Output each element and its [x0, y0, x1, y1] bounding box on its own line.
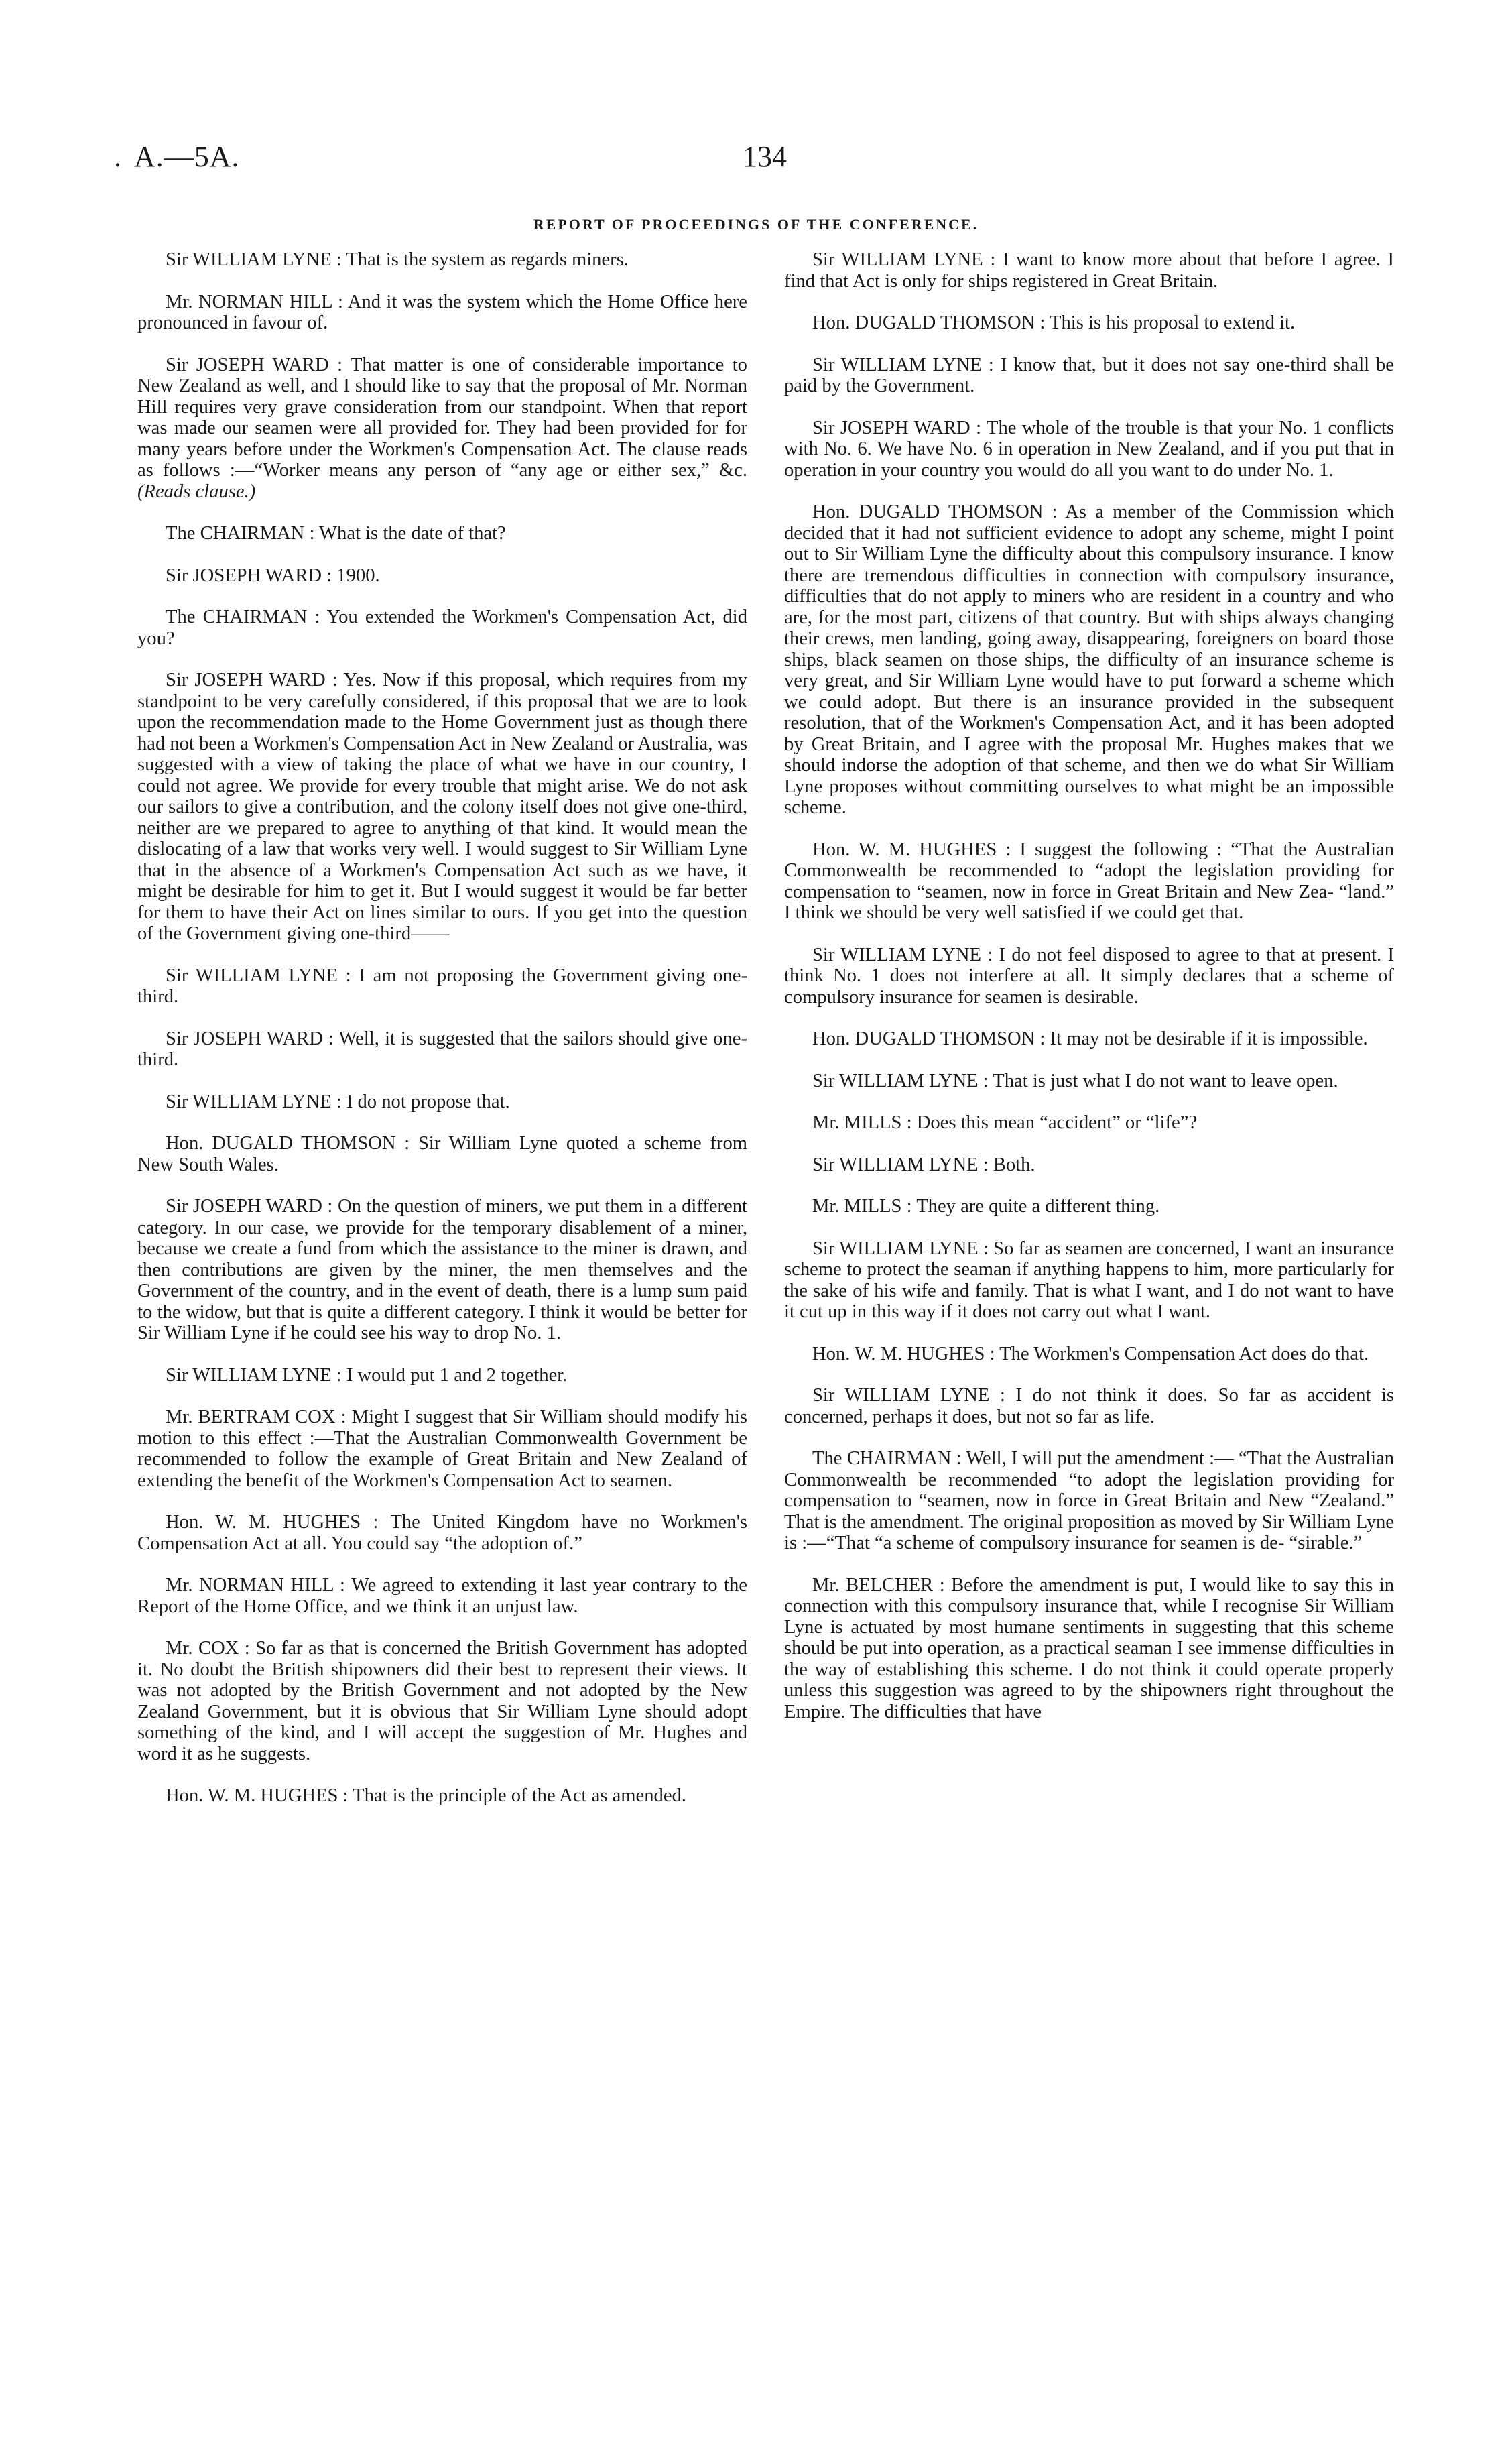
speech-text: Both. [993, 1154, 1035, 1175]
speech-paragraph: Sir WILLIAM LYNE : I want to know more about that before I agree. I find that Act is only for ships registered in Great Britain. [784, 249, 1394, 292]
speech-paragraph: Mr. NORMAN HILL : And it was the system which the Home Office here pronounced in favour of. [137, 291, 747, 333]
speaker-name: The CHAIRMAN [812, 1448, 952, 1469]
speaker-name: Sir JOSEPH WARD [812, 417, 970, 438]
speech-paragraph: Sir WILLIAM LYNE : I do not propose that. [166, 1091, 510, 1112]
speaker-name: Hon. DUGALD THOMSON [812, 1028, 1035, 1049]
running-head: REPORT OF PROCEEDINGS OF THE CONFERENCE. [533, 216, 979, 233]
left-column [137, 249, 747, 1828]
speech-text: We agreed to extending it last year contrary to the Report of the Home Office, and we think it an unjust law. [137, 1575, 747, 1617]
speech-text: So far as that is concerned the British Government has adopted it. No doubt the British shipowners did their best to represent their views. It was not adopted by the British Government and not adopted by the New Zealand Government, but it is obvious that Sir William Lyne should adopt something of the kind, and I will accept the suggestion of Mr. Hughes and word it as he suggests. [137, 1638, 747, 1765]
speech-text: They are quite a different thing. [916, 1196, 1160, 1217]
stage-note: (Reads clause.) [137, 481, 256, 502]
speech-paragraph: Hon. DUGALD THOMSON : It may not be desirable if it is impossible. [812, 1028, 1368, 1049]
speaker-name: Sir WILLIAM LYNE [166, 1091, 332, 1112]
speech-paragraph: Hon. DUGALD THOMSON : Sir William Lyne quoted a scheme from New South Wales. [137, 1133, 747, 1175]
speech-paragraph: Sir WILLIAM LYNE : Both. [812, 1154, 1035, 1175]
speech-text: As a member of the Commission which decided that it had not sufficient evidence to adopt any scheme, might I point out to Sir William Lyne the difficulty about this compulsory insurance. I know there are tremendous difficulties in connection with compulsory insurance, difficulties that do not apply to miners who are resident in a country and who are, for the most part, citizens of that country. But with ships always changing their crews, men landing, going away, disappearing, foreigners on board those ships, black seamen on those ships, the difficulty of an insurance scheme is very great, and Sir William Lyne would have to put forward a scheme which we could adopt. But there is an insurance provided in the subsequent resolution, that of the Workmen's Compensation Act, and it has been adopted by Great Britain, and I agree with the proposal Mr. Hughes makes that we should indorse the adoption of that scheme, and then we do what Sir William Lyne proposes without committing ourselves to what might be an impossible scheme. [784, 501, 1394, 818]
speaker-name: Sir JOSEPH WARD [166, 670, 326, 691]
speech-text: This is his proposal to extend it. [1050, 312, 1296, 333]
speech-text: 1900. [336, 564, 380, 586]
speaker-name: Sir WILLIAM LYNE [166, 249, 332, 270]
speaker-name: Sir JOSEPH WARD [166, 564, 322, 586]
speech-paragraph: Mr. BELCHER : Before the amendment is put, I would like to say this in connection with this compulsory insurance that, while I recognise Sir William Lyne is actuated by most humane sentiments in suggesting that this scheme should be put into operation, as a practical seaman I see immense difficulties in the way of establishing this scheme. I do not think it could operate properly unless this suggestion was agreed to by the shipowners right throughout the Empire. The difficulties that have [784, 1574, 1394, 1722]
speaker-name: Sir WILLIAM LYNE [812, 1154, 979, 1175]
speech-paragraph: Mr. MILLS : Does this mean “accident” or “life”? [812, 1112, 1198, 1133]
speech-text: I suggest the following : “That the Australian Commonwealth be recommended to “adopt the legislation providing for compensation to “seamen, now in force in Great Britain and New Zea- “land.” I think we should be very well satisfied if we could get that. [784, 839, 1395, 923]
speaker-name: The CHAIRMAN [166, 523, 305, 544]
document-id: . A.—5A. [114, 140, 240, 173]
speaker-name: Hon. W. M. HUGHES [166, 1785, 338, 1806]
speaker-name: Hon. DUGALD THOMSON [166, 1133, 396, 1154]
speech-paragraph: Mr. COX : So far as that is concerned the British Government has adopted it. No doubt the British shipowners did their best to represent their views. It was not adopted by the British Government and not adopted by the New Zealand Government, but it is obvious that Sir William Lyne should adopt something of the kind, and I will accept the suggestion of Mr. Hughes and word it as he suggests. [137, 1638, 747, 1765]
speech-paragraph: Sir JOSEPH WARD : That matter is one of considerable importance to New Zealand as well, and I should like to say that the proposal of Mr. Norman Hill requires very grave consideration from our standpoint. When that report was made our seamen were all provided for. They had been provided for for many years before under the Workmen's Compensation Act. The clause reads as follows :—“Worker means any person of “any age or either sex,” &c. (Reads clause.) [137, 354, 747, 502]
speaker-name: Mr. MILLS [812, 1112, 902, 1133]
speech-paragraph: Hon. W. M. HUGHES : The Workmen's Compensation Act does do that. [812, 1343, 1369, 1364]
speech-paragraph: Hon. W. M. HUGHES : That is the principle of the Act as amended. [166, 1785, 686, 1806]
speech-paragraph: The CHAIRMAN : What is the date of that? [166, 523, 506, 544]
speech-text: I want to know more about that before I agree. I find that Act is only for ships registered in Great Britain. [784, 249, 1394, 292]
speech-text: That is the system as regards miners. [346, 249, 629, 270]
speech-paragraph: Sir JOSEPH WARD : Yes. Now if this proposal, which requires from my standpoint to be very carefully considered, if this proposal that we are to look upon the recommendation made to the Home Government just as though there had not been a Workmen's Compensation Act in New Zealand or Australia, was suggested with a view of taking the place of what we have in our country, I could not agree. We provide for every trouble that might arise. We do not ask our sailors to give a contribution, and the colony itself does not give one-third, neither are we prepared to agree to anything of that kind. It would mean the dislocating of a law that works very well. I would suggest to Sir William Lyne that in the absence of a Workmen's Compensation Act such as we have, it might be desirable for him to get it. But I would suggest it would be far better for them to have their Act on lines similar to ours. If you get into the question of the Government giving one-third—— [137, 670, 748, 944]
speaker-name: Sir JOSEPH WARD [166, 1196, 322, 1217]
speech-text: So far as seamen are concerned, I want an insurance scheme to protect the seaman if anything happens to him, more particularly for the sake of his wife and family. That is what I want, and I do not want to have it cut up in this way if it does not carry out what I want. [784, 1238, 1394, 1322]
speaker-name: Mr. MILLS [812, 1196, 902, 1217]
speaker-name: Mr. NORMAN HILL [166, 291, 332, 312]
speech-text: The Workmen's Compensation Act does do that. [999, 1343, 1369, 1364]
speech-paragraph: Sir JOSEPH WARD : The whole of the trouble is that your No. 1 conflicts with No. 6. We have No. 6 in operation in New Zealand, and if you put that in operation in your country you would do all you want to do under No. 1. [784, 417, 1394, 481]
speech-text: Well, I will put the amendment :— “That the Australian Commonwealth be recommended “to adopt the legislation providing for compensation to “seamen, now in force in Great Britain and New “Zealand.” That is the amendment. The original proposition as moved by Sir William Lyne is :—“That “a scheme of compulsory insurance for seamen is de- “sirable.” [784, 1448, 1394, 1553]
speaker-name: Hon. W. M. HUGHES [166, 1512, 361, 1533]
speaker-name: Sir WILLIAM LYNE [166, 1364, 332, 1386]
speech-text: On the question of miners, we put them in a different category. In our case, we provide for the temporary disablement of a miner, because we create a fund from which the assistance to the miner is drawn, and then contributions are given by the miner, the men themselves and the Government of the country, and in the event of death, there is a lump sum paid to the widow, but that is quite a different category. I think it would be better for Sir William Lyne if he could see his way to drop No. 1. [137, 1196, 747, 1344]
speaker-name: Sir WILLIAM LYNE [812, 1238, 979, 1259]
speech-paragraph: Hon. DUGALD THOMSON : As a member of the Commission which decided that it had not sufficient evidence to adopt any scheme, might I point out to Sir William Lyne the difficulty about this compulsory insurance. I know there are tremendous difficulties in connection with compulsory insurance, difficulties that do not apply to miners who are resident in a country and who are, for the most part, citizens of that country. But with ships always changing their crews, men landing, going away, disappearing, foreigners on board those ships, black seamen on those ships, the difficulty of an insurance scheme is very great, and Sir William Lyne would have to put forward a scheme which we could adopt. But there is an insurance provided in the subsequent resolution, that of the Workmen's Compensation Act, and it has been adopted by Great Britain, and I agree with the proposal Mr. Hughes makes that we should indorse the adoption of that scheme, and then we do what Sir William Lyne proposes without committing ourselves to what might be an impossible scheme. [784, 501, 1394, 818]
speech-text: Sir William Lyne quoted a scheme from New South Wales. [137, 1133, 747, 1175]
speaker-name: Sir JOSEPH WARD [166, 354, 329, 375]
speech-text: Yes. Now if this proposal, which requires from my standpoint to be very carefully considered, if this proposal that we are to look upon the recommendation made to the Home Government just as though there had not been a Workmen's Compensation Act in New Zealand or Australia, was suggested with a view of taking the place of what we have in our country, I could not agree. We provide for every trouble that might arise. We do not ask our sailors to give a contribution, and the colony itself does not give one-third, neither are we prepared to agree to anything of that kind. It would mean the dislocating of a law that works very well. I would suggest to Sir William Lyne that in the absence of a Workmen's Compensation Act such as we have, it might be desirable for him to get it. But I would suggest it would be far better for them to have their Act on lines similar to ours. If you get into the question of the Government giving one-third—— [137, 670, 748, 944]
speech-text: I do not feel disposed to agree to that at present. I think No. 1 does not interfere at all. It simply declares that a scheme of compulsory insurance for seamen is desirable. [784, 944, 1394, 1008]
speech-text: I am not proposing the Government giving one-third. [137, 965, 747, 1007]
speech-paragraph: The CHAIRMAN : Well, I will put the amendment :— “That the Australian Commonwealth be recommended “to adopt the legislation providing for compensation to “seamen, now in force in Great Britain and New “Zealand.” That is the amendment. The original proposition as moved by Sir William Lyne is :—“That “a scheme of compulsory insurance for seamen is de- “sirable.” [784, 1448, 1394, 1553]
speaker-name: Hon. W. M. HUGHES [812, 839, 997, 860]
speech-paragraph: The CHAIRMAN : You extended the Workmen's Compensation Act, did you? [137, 607, 747, 649]
speech-text: Might I suggest that Sir William should modify his motion to this effect :—That the Australian Commonwealth Government be recommended to follow the example of Great Britain and New Zealand of extending the benefit of the Workmen's Compensation Act to seamen. [137, 1407, 747, 1491]
speech-paragraph: Sir WILLIAM LYNE : So far as seamen are concerned, I want an insurance scheme to protect the seaman if anything happens to him, more particularly for the sake of his wife and family. That is what I want, and I do not want to have it cut up in this way if it does not carry out what I want. [784, 1238, 1394, 1322]
speaker-name: Mr. BELCHER [812, 1574, 934, 1596]
speech-paragraph: Mr. NORMAN HILL : We agreed to extending it last year contrary to the Report of the Home Office, and we think it an unjust law. [137, 1575, 747, 1617]
speech-paragraph: Hon. W. M. HUGHES : I suggest the following : “That the Australian Commonwealth be recommended to “adopt the legislation providing for compensation to “seamen, now in force in Great Britain and New Zea- “land.” I think we should be very well satisfied if we could get that. [784, 839, 1395, 923]
speech-paragraph: Mr. MILLS : They are quite a different thing. [812, 1196, 1160, 1217]
speaker-name: Mr. COX [166, 1638, 239, 1659]
page-number: 134 [743, 140, 787, 173]
speaker-name: Hon. DUGALD THOMSON [812, 501, 1044, 522]
speech-paragraph: Mr. BERTRAM COX : Might I suggest that Sir William should modify his motion to this effect :—That the Australian Commonwealth Government be recommended to follow the example of Great Britain and New Zealand of extending the benefit of the Workmen's Compensation Act to seamen. [137, 1407, 747, 1491]
speaker-name: The CHAIRMAN [166, 607, 308, 628]
speech-text: It may not be desirable if it is impossible. [1050, 1028, 1368, 1049]
speaker-name: Sir WILLIAM LYNE [812, 1070, 979, 1091]
speaker-name: Hon. DUGALD THOMSON [812, 312, 1035, 333]
speech-text: I would put 1 and 2 together. [346, 1364, 568, 1386]
speaker-name: Sir WILLIAM LYNE [812, 944, 981, 965]
speaker-name: Sir WILLIAM LYNE [812, 249, 983, 270]
speech-text: And it was the system which the Home Office here pronounced in favour of. [137, 291, 747, 333]
speaker-name: Sir WILLIAM LYNE [812, 1385, 990, 1406]
speech-text: That is the principle of the Act as amended. [353, 1785, 686, 1806]
speech-paragraph: Hon. DUGALD THOMSON : This is his proposal to extend it. [812, 312, 1296, 333]
speech-paragraph: Sir WILLIAM LYNE : That is the system as regards miners. [166, 249, 629, 270]
speech-paragraph: Sir WILLIAM LYNE : I know that, but it does not say one-third shall be paid by the Government. [784, 354, 1394, 396]
speaker-name: Mr. BERTRAM COX [166, 1407, 336, 1427]
speech-text: The whole of the trouble is that your No. 1 conflicts with No. 6. We have No. 6 in operation in New Zealand, and if you put that in operation in your country you would do all you want to do under No. 1. [784, 417, 1394, 481]
speaker-name: Sir WILLIAM LYNE [166, 965, 338, 986]
speech-text: The United Kingdom have no Workmen's Compensation Act at all. You could say “the adoption of.” [137, 1512, 747, 1554]
speech-text: That matter is one of considerable importance to New Zealand as well, and I should like to say that the proposal of Mr. Norman Hill requires very grave consideration from our standpoint. When that report was made our seamen were all provided for. They had been provided for for many years before under the Workmen's Compensation Act. The clause reads as follows :—“Worker means any person of “any age or either sex,” &c. [137, 354, 747, 481]
speech-text: I know that, but it does not say one-third shall be paid by the Government. [784, 354, 1394, 396]
speech-paragraph: Sir WILLIAM LYNE : I am not proposing the Government giving one-third. [137, 965, 747, 1007]
speech-paragraph: Hon. W. M. HUGHES : The United Kingdom have no Workmen's Compensation Act at all. You could say “the adoption of.” [137, 1512, 747, 1554]
speech-paragraph: Sir JOSEPH WARD : 1900. [166, 564, 380, 586]
speech-text: Before the amendment is put, I would like to say this in connection with this compulsory insurance that, while I recognise Sir William Lyne is actuated by most humane sentiments in suggesting that this scheme should be put into operation, as a practical seaman I see immense difficulties in the way of establishing this scheme. I do not think it could operate properly unless this suggestion was agreed to by the shipowners right throughout the Empire. The difficulties that have [784, 1574, 1394, 1722]
speech-text: Does this mean “accident” or “life”? [916, 1112, 1198, 1133]
speech-text: I do not propose that. [346, 1091, 510, 1112]
speech-paragraph: Sir JOSEPH WARD : Well, it is suggested that the sailors should give one-third. [137, 1028, 747, 1070]
speech-paragraph: Sir WILLIAM LYNE : I do not think it does. So far as accident is concerned, perhaps it does, but not so far as life. [784, 1385, 1394, 1427]
speech-text: What is the date of that? [319, 523, 506, 544]
speech-text: Well, it is suggested that the sailors should give one-third. [137, 1028, 747, 1070]
speech-text: I do not think it does. So far as accident is concerned, perhaps it does, but not so far as life. [784, 1385, 1394, 1427]
speaker-name: Sir JOSEPH WARD [166, 1028, 323, 1049]
speech-paragraph: Sir WILLIAM LYNE : I do not feel disposed to agree to that at present. I think No. 1 does not interfere at all. It simply declares that a scheme of compulsory insurance for seamen is desirable. [784, 944, 1394, 1008]
speech-paragraph: Sir JOSEPH WARD : On the question of miners, we put them in a different category. In our case, we provide for the temporary disablement of a miner, because we create a fund from which the assistance to the miner is drawn, and then contributions are given by the miner, the men themselves and the Government of the country, and in the event of death, there is a lump sum paid to the widow, but that is quite a different category. I think it would be better for Sir William Lyne if he could see his way to drop No. 1. [137, 1196, 747, 1344]
speaker-name: Hon. W. M. HUGHES [812, 1343, 985, 1364]
speech-text: That is just what I do not want to leave open. [993, 1070, 1338, 1091]
speaker-name: Mr. NORMAN HILL [166, 1575, 334, 1596]
right-column [784, 249, 1394, 1743]
speech-text: You extended the Workmen's Compensation Act, did you? [137, 607, 747, 649]
speech-paragraph: Sir WILLIAM LYNE : That is just what I do not want to leave open. [812, 1070, 1338, 1091]
speaker-name: Sir WILLIAM LYNE [812, 354, 983, 375]
speech-paragraph: Sir WILLIAM LYNE : I would put 1 and 2 together. [166, 1364, 568, 1386]
